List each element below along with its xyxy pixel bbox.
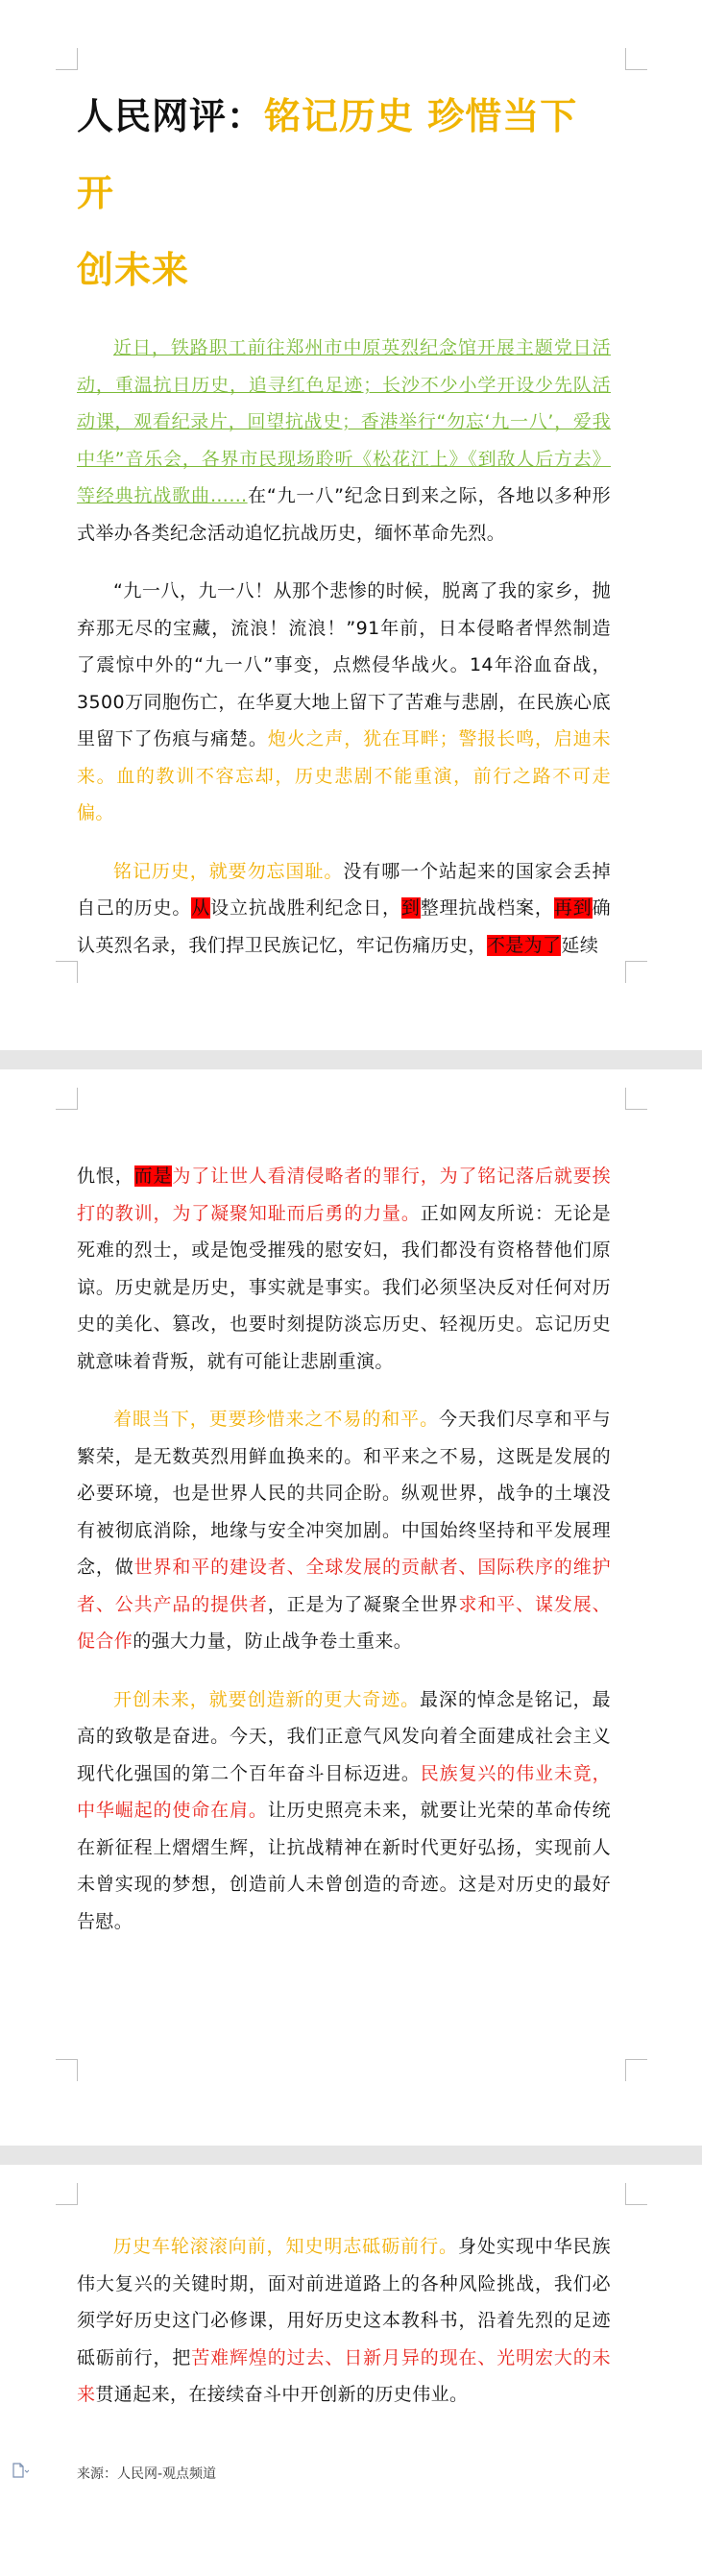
paragraph-text: “九一八，九一八！从那个悲惨的时候，脱离了我的家乡，抛弃那无尽的宝藏，流浪！流浪！”91年前，日本侵略者悍然制造了震惊中外的“九一八”事变，点燃侵华战火。14年浴血奋战，3500万同胞伤亡，在华夏大地上留下了苦难与悲剧，在民族心底里留下了伤痕与痛楚。 <box>77 580 611 749</box>
page-corner-mark <box>56 2183 78 2205</box>
paragraph-3 <box>77 853 611 965</box>
paragraph-text: 正如网友所说：无论是死难的烈士，或是饱受摧残的慰安妇，我们都没有资格替他们原谅。历史就是历史，事实就是事实。我们必须坚决反对任何对历史的美化、篡改，也要时刻提防淡忘历史、轻视历史。忘记历史就意味着背叛，就有可能让悲剧重演。 <box>77 1202 611 1372</box>
paragraph-4 <box>77 1158 611 1380</box>
paragraph-text: 延续 <box>561 934 599 956</box>
section-heading: 开创未来，就要创造新的更大奇迹。 <box>113 1688 421 1710</box>
paragraph-text: 今天我们尽享和平与繁荣，是无数英烈用鲜血换来的。和平来之不易，这既是发展的必要环境，也是世界人民的共同企盼。纵观世界，战争的土壤没有被彻底消除，地缘与安全冲突加剧。中国始终坚持和平发展理念，做 <box>77 1409 611 1578</box>
page-corner-mark <box>625 961 647 983</box>
page-corner-mark <box>625 1088 647 1110</box>
emphasis-text: 为了让世人看清侵略者的罪行，为了铭记落后就要挨打的教训，为了凝聚知耻而后勇的力量。 <box>77 1165 611 1224</box>
paragraph-5 <box>77 1401 611 1660</box>
highlighted-word: 而是 <box>133 1165 173 1187</box>
paragraph-1 <box>77 330 611 552</box>
source-label: 来源：人民网-观点频道 <box>77 2466 217 2482</box>
paragraph-6 <box>77 1681 611 1941</box>
page-corner-mark <box>625 48 647 70</box>
paragraph-text: ，正是为了凝聚全世界 <box>267 1593 459 1615</box>
title-highlight: 铭记历史 珍惜当下 开 <box>77 95 578 214</box>
article-title <box>77 78 611 308</box>
paragraph-text: 的强大力量，防止战争卷土重来。 <box>133 1631 413 1652</box>
highlighted-word: 从 <box>191 897 211 919</box>
paragraph-7 <box>77 2228 611 2414</box>
page-2-body <box>77 1158 611 1940</box>
paragraph-text: 贯通起来，在接续奋斗中开创新的历史伟业。 <box>95 2384 469 2405</box>
page-corner-mark <box>56 961 78 983</box>
page-corner-mark <box>56 1088 78 1110</box>
paragraph-text: 整理抗战档案， <box>420 897 554 919</box>
page-corner-mark <box>56 2059 78 2081</box>
document-icon[interactable] <box>12 2463 29 2482</box>
paragraph-text: 在“九一八”纪念日到来之际，各地以多种形式举办各类纪念活动追忆抗战历史，缅怀革命先烈。 <box>77 485 611 544</box>
paragraph-text: 没有哪一个站起来的国家会丢掉自己的历史。 <box>77 860 611 919</box>
emphasis-text: 民族复兴的伟业未竟，中华崛起的使命在肩。 <box>77 1762 611 1821</box>
page-1-body <box>77 78 611 964</box>
paragraph-text: 确认英烈名录，我们捍卫民族记忆，牢记伤痛历史， <box>77 897 611 956</box>
emphasis-text: 、 <box>95 1593 115 1615</box>
title-prefix: 人民网评： <box>77 95 265 137</box>
highlighted-word: 再到 <box>553 897 593 919</box>
emphasis-text: 、 <box>458 1557 478 1578</box>
page-corner-mark <box>625 2059 647 2081</box>
news-roundup-link[interactable]: 近日，铁路职工前往郑州市中原英烈纪念馆开展主题党日活动，重温抗日历史，追寻红色足迹；长沙不少小学开设少先队活动课，观看纪录片，回望抗战史；香港举行“勿忘‘九一八’，爱我中华”音乐会，各界市民现场聆听《松花江上》《到敌人后方去》等经典抗战歌曲…… <box>77 337 611 506</box>
page-3-body <box>77 2228 611 2414</box>
section-heading: 铭记历史，就要勿忘国耻。 <box>113 860 344 882</box>
emphasis-text: 全球发展的贡献者 <box>305 1557 459 1578</box>
emphasis-text: 公共产品的提供者 <box>114 1593 268 1615</box>
document-page-3 <box>0 2165 702 2576</box>
paragraph-text: 最深的悼念是铭记，最高的致敬是奋进。今天，我们正意气风发向着全面建成社会主义现代化强国的第二个百年奋斗目标迈进。 <box>77 1688 611 1784</box>
section-heading: 历史车轮滚滚向前，知史明志砥砺前行。 <box>113 2236 458 2257</box>
emphasis-text: 血的教训不容忘却，历史悲剧不能重演，前行之路不可走偏。 <box>77 765 611 823</box>
emphasis-text: 、 <box>286 1557 306 1578</box>
emphasis-text: 求和平、谋发展、促合作 <box>77 1593 611 1652</box>
emphasis-text: 炮火之声，犹在耳畔；警报长鸣，启迪未来。 <box>77 728 611 787</box>
document-page-2 <box>0 1069 702 2146</box>
paragraph-text: 让历史照亮未来，就要让光荣的革命传统在新征程上熠熠生辉，让抗战精神在新时代更好弘扬，实现前人未曾实现的梦想，创造前人未曾创造的奇迹。这是对历史的最好告慰。 <box>77 1800 611 1932</box>
page-corner-mark <box>625 2183 647 2205</box>
highlighted-word: 到 <box>400 897 421 919</box>
emphasis-text: 世界和平的建设者 <box>133 1557 287 1578</box>
paragraph-text: 设立抗战胜利纪念日， <box>210 897 401 919</box>
document-page-1 <box>0 0 702 1050</box>
paragraph-text: 仇恨， <box>77 1165 134 1187</box>
emphasis-text: 国际秩序的维护者 <box>77 1557 611 1615</box>
page-corner-mark <box>56 48 78 70</box>
highlighted-word: 不是为了 <box>486 934 562 956</box>
section-heading: 着眼当下，更要珍惜来之不易的和平。 <box>113 1409 440 1430</box>
title-highlight-2: 创未来 <box>77 249 190 291</box>
emphasis-text: 苦难辉煌的过去、日新月异的现在、光明宏大的未来 <box>77 2346 611 2405</box>
paragraph-text: 身处实现中华民族伟大复兴的关键时期，面对前进道路上的各种风险挑战，我们必须学好历史这门必修课，用好历史这本教科书，沿着先烈的足迹砥砺前行，把 <box>77 2236 612 2368</box>
paragraph-2 <box>77 573 611 832</box>
